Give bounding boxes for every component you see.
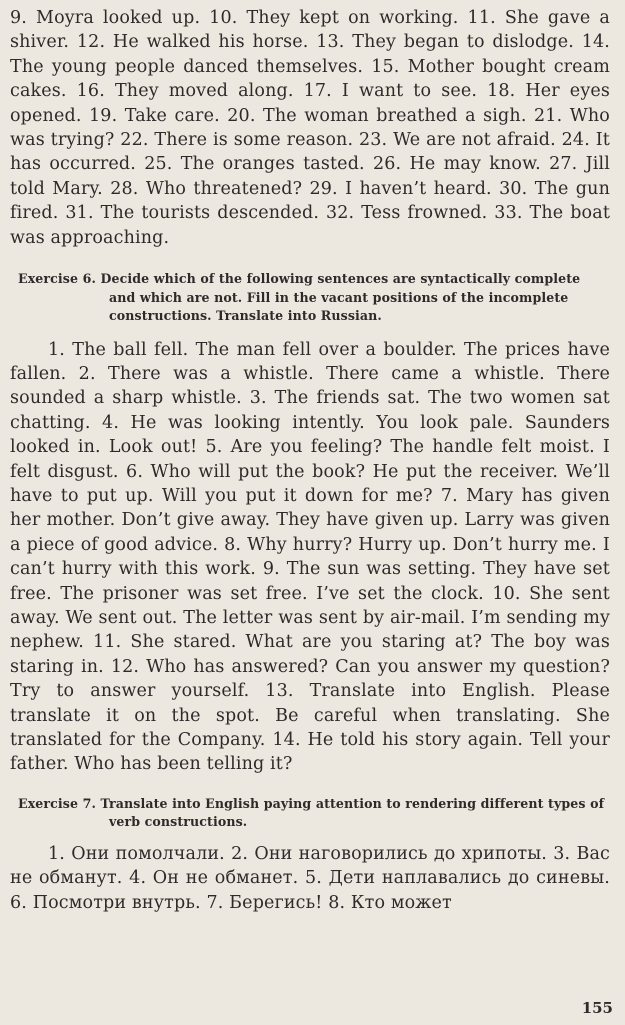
exercise7-instruction: Translate into English paying attention to rendering different types of verb constructions. xyxy=(100,795,605,830)
exercise7-sentences: 1. Они помолчали. 2. Они наговорились до хрипоты. 3. Вас не обманут. 4. Он не обманет. 5. Дети наплавались до синевы. 6. Посмотри внутрь. 7. Берегись! 8. Кто может xyxy=(10,843,610,913)
exercise6-instruction: Decide which of the following sentences are syntactically complete and which are not. Fill in the vacant positions of the incomplete constructions. Translate into Russian. xyxy=(100,271,581,324)
page-content xyxy=(10,6,610,915)
exercise6-label: Exercise 6. xyxy=(18,271,96,287)
exercise7-heading xyxy=(10,795,610,832)
exercise7-label: Exercise 7. xyxy=(18,795,96,811)
page-number: 155 xyxy=(581,999,613,1017)
exercise5-answers-paragraph: 9. Moyra looked up. 10. They kept on working. 11. She gave a shiver. 12. He walked his horse. 13. They began to dislodge. 14. The young people danced themselves. 15. Mother bought cream cakes. 16. They moved along. 17. I want to see. 18. Her eyes opened. 19. Take care. 20. The woman breathed a sigh. 21. Who was trying? 22. There is some reason. 23. We are not afraid. 24. It has occurred. 25. The oranges tasted. 26. He may know. 27. Jill told Mary. 28. Who threatened? 29. I haven’t heard. 30. The gun fired. 31. The tourists descended. 32. Tess frowned. 33. The boat was approaching. xyxy=(10,8,610,248)
exercise6-heading xyxy=(10,270,610,326)
exercise6-sentences: 1. The ball fell. The man fell over a boulder. The prices have fallen. 2. There was a whistle. There came a whistle. There sounded a sharp whistle. 3. The friends sat. The two women sat chatting. 4. He was looking intently. You look pale. Saunders looked in. Look out! 5. Are you feeling? The handle felt moist. I felt disgust. 6. Who will put the book? He put the receiver. We’ll have to put up. Will you put it down for me? 7. Mary has given her mother. Don’t give away. They have given up. Larry was given a piece of good advice. 8. Why hurry? Hurry up. Don’t hurry me. I can’t hurry with this work. 9. The sun was setting. They have set free. The prisoner was set free. I’ve set the clock. 10. She sent away. We sent out. The letter was sent by air-mail. I’m sending my nephew. 11. She stared. What are you staring at? The boy was staring in. 12. Who has answered? Can you answer my question? Try to answer yourself. 13. Translate into English. Please translate it on the spot. Be careful when translating. She translated for the Company. 14. He told his story again. Tell your father. Who has been telling it? xyxy=(10,339,610,775)
